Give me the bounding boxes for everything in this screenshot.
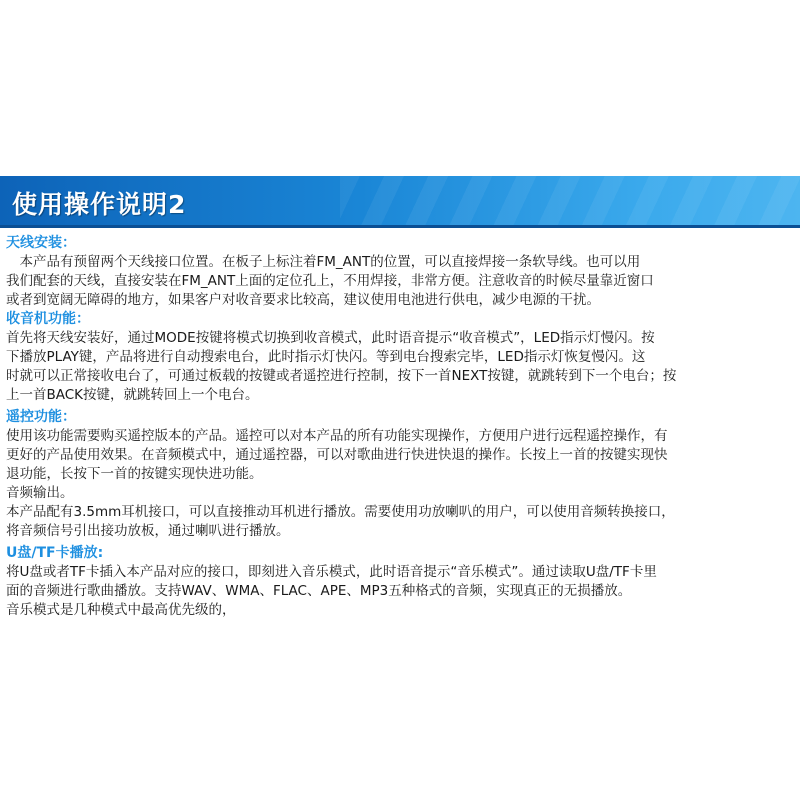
paragraph-line: 本产品有预留两个天线接口位置。在板子上标注着FM_ANT的位置，可以直接焊接一条软导线。也可以用: [6, 254, 641, 270]
banner-decoration: [340, 176, 800, 228]
instructions-body: [6, 234, 796, 620]
section-heading-usb: U盘/TF卡播放:: [6, 545, 104, 561]
paragraph-line: 上一首BACK按键，就跳转回上一个电台。: [6, 387, 259, 403]
paragraph-line: 首先将天线安装好，通过MODE按键将模式切换到收音模式，此时语音提示“收音模式”，LED指示灯慢闪。按: [6, 330, 655, 346]
paragraph-line: 下播放PLAY键，产品将进行自动搜索电台，此时指示灯快闪。等到电台搜索完毕，LED指示灯恢复慢闪。这: [6, 349, 646, 365]
title-banner: [0, 176, 800, 228]
paragraph-line: 或者到宽阔无障碍的地方，如果客户对收音要求比较高，建议使用电池进行供电，减少电源的干扰。: [6, 292, 600, 308]
paragraph-line: 音乐模式是几种模式中最高优先级的，: [6, 602, 236, 618]
paragraph-line: 面的音频进行歌曲播放。支持WAV、WMA、FLAC、APE、MP3五种格式的音频，实现真正的无损播放。: [6, 583, 632, 599]
paragraph-line: 使用该功能需要购买遥控版本的产品。遥控可以对本产品的所有功能实现操作，方便用户进行远程遥控操作，有: [6, 428, 668, 444]
paragraph-line: 时就可以正常接收电台了，可通过板载的按键或者遥控进行控制，按下一首NEXT按键，就跳转到下一个电台；按: [6, 368, 677, 384]
section-antenna: [6, 234, 796, 310]
section-heading-antenna: 天线安装：: [6, 235, 76, 251]
section-usb: [6, 544, 796, 620]
page-title: 使用操作说明2: [12, 190, 187, 219]
paragraph-line: 本产品配有3.5mm耳机接口，可以直接推动耳机进行播放。需要使用功放喇叭的用户，可以使用音频转换接口，: [6, 504, 675, 520]
paragraph-line: 将U盘或者TF卡插入本产品对应的接口，即刻进入音乐模式，此时语音提示“音乐模式”。通过读取U盘/TF卡里: [6, 564, 657, 580]
paragraph-line: 将音频信号引出接功放板，通过喇叭进行播放。: [6, 523, 290, 539]
section-heading-remote: 遥控功能：: [6, 409, 76, 425]
section-heading-radio: 收音机功能：: [6, 311, 90, 327]
paragraph-line: 音频输出。: [6, 485, 74, 501]
paragraph-line: 更好的产品使用效果。在音频模式中，通过遥控器，可以对歌曲进行快进快退的操作。长按上一首的按键实现快: [6, 447, 668, 463]
section-remote: [6, 408, 796, 541]
paragraph-line: 我们配套的天线，直接安装在FM_ANT上面的定位孔上，不用焊接，非常方便。注意收音的时候尽量靠近窗口: [6, 273, 654, 289]
section-radio: [6, 310, 796, 405]
paragraph-line: 退功能，长按下一首的按键实现快进功能。: [6, 466, 263, 482]
